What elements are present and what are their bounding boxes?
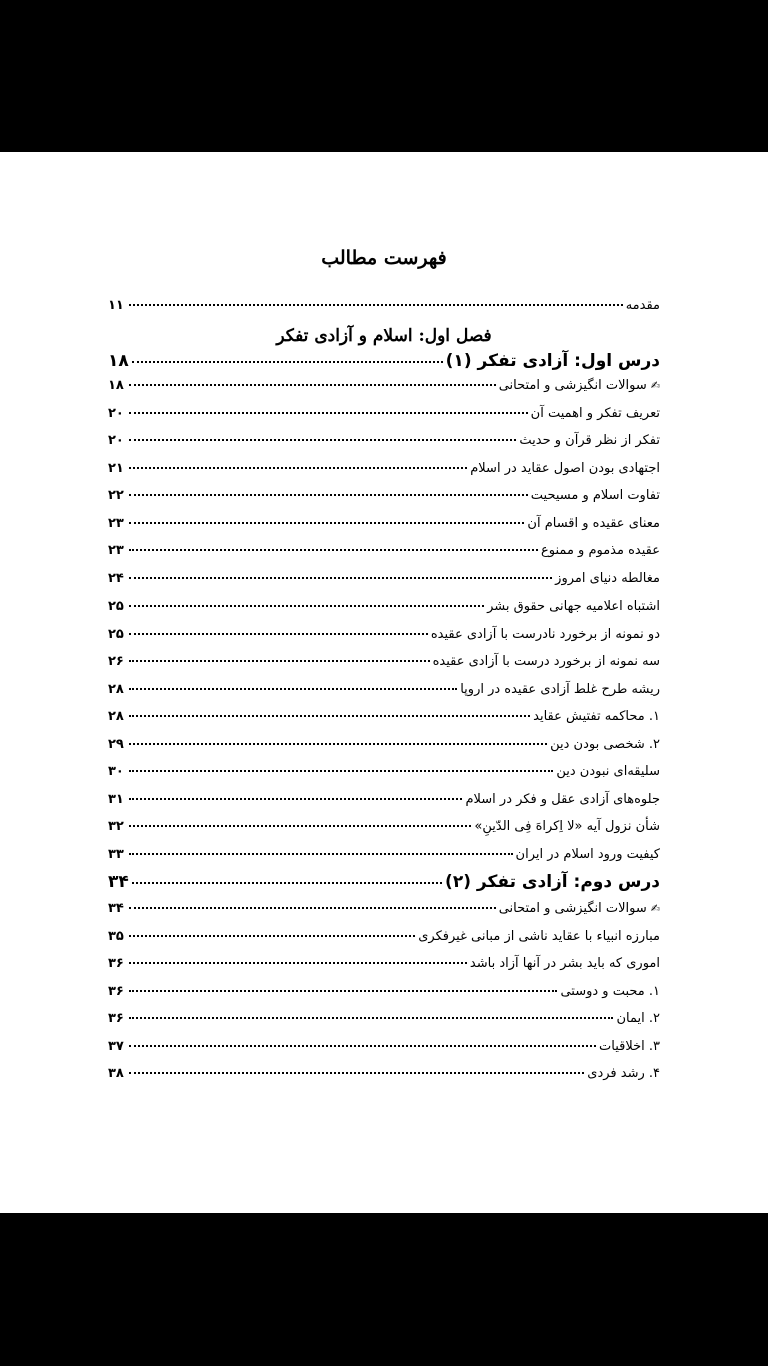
dot-leader	[129, 907, 496, 909]
toc-row	[108, 378, 660, 402]
toc-entry-label: تفاوت اسلام و مسیحیت	[530, 488, 660, 503]
toc-entry-label: سه نمونه از برخورد درست با آزادی عقیده	[432, 654, 660, 669]
pencil-icon: ✍	[650, 902, 660, 915]
toc-entry-label: معنای عقیده و اقسام آن	[527, 516, 660, 531]
toc-page-number: ۳۰	[108, 764, 124, 779]
dot-leader	[129, 1045, 596, 1047]
toc-row-intro	[108, 298, 660, 322]
dot-leader	[129, 304, 623, 306]
toc-entry-label: مقدمه	[625, 298, 660, 313]
toc-row	[108, 406, 660, 430]
dot-leader	[129, 660, 430, 662]
toc-entry-label: سوالات انگیزشی و امتحانی	[498, 901, 647, 916]
toc-entry-label: عقیده مذموم و ممنوع	[541, 543, 660, 558]
toc-row	[108, 599, 660, 623]
toc-page-number: ۲۹	[108, 737, 124, 752]
toc-entry-label: سلیقه‌ای نبودن دین	[556, 764, 660, 779]
toc-row	[108, 1066, 660, 1090]
dot-leader	[129, 439, 516, 441]
dot-leader	[129, 577, 552, 579]
toc-entry-label: اموری که باید بشر در آنها آزاد باشد	[469, 956, 660, 971]
toc-row	[108, 627, 660, 651]
toc-page-number: ۳۴	[108, 872, 129, 892]
toc-page-number: ۲۲	[108, 488, 124, 503]
toc-row-lesson-1	[108, 351, 660, 375]
dot-leader	[132, 361, 443, 363]
toc-row	[108, 543, 660, 567]
dot-leader	[129, 688, 457, 690]
dot-leader	[129, 798, 462, 800]
toc-entry-label: ریشه طرح غلط آزادی عقیده در اروپا	[460, 682, 660, 697]
toc-page-number: ۱۸	[108, 378, 124, 393]
lesson-label: درس دوم: آزادی تفکر (۲)	[445, 872, 660, 892]
toc-page-number: ۲۸	[108, 682, 124, 697]
toc-page-number: ۳۸	[108, 1066, 124, 1081]
toc-page-number: ۲۵	[108, 627, 124, 642]
toc-page-number: ۳۶	[108, 1011, 124, 1026]
toc-entry-label: جلوه‌های آزادی عقل و فکر در اسلام	[465, 792, 660, 807]
dot-leader	[129, 522, 524, 524]
toc-entry-label: ۴. رشد فردی	[587, 1066, 660, 1081]
toc-entry-label: اشتباه اعلامیه جهانی حقوق بشر	[487, 599, 660, 614]
toc-row	[108, 819, 660, 843]
toc-entry-label: مغالطه دنیای امروز	[555, 571, 660, 586]
toc-row	[108, 929, 660, 953]
dot-leader	[129, 412, 528, 414]
toc-page-number: ۳۷	[108, 1039, 124, 1054]
toc-page-number: ۲۰	[108, 406, 124, 421]
toc-row	[108, 901, 660, 925]
dot-leader	[132, 882, 442, 884]
toc-page-number: ۳۳	[108, 847, 124, 862]
toc-row	[108, 737, 660, 761]
toc-row	[108, 764, 660, 788]
lesson-label: درس اول: آزادی تفکر (۱)	[445, 351, 660, 371]
dot-leader	[129, 1072, 584, 1074]
pencil-icon: ✍	[650, 379, 660, 392]
toc-row	[108, 1011, 660, 1035]
dot-leader	[129, 825, 471, 827]
toc-entry-label: مبارزه انبیاء با عقاید ناشی از مبانی غیرفکری	[418, 929, 660, 944]
toc-page-number: ۲۳	[108, 543, 124, 558]
dot-leader	[129, 467, 467, 469]
toc-row	[108, 709, 660, 733]
dot-leader	[129, 494, 528, 496]
toc-row	[108, 461, 660, 485]
toc-row	[108, 488, 660, 512]
dot-leader	[129, 962, 467, 964]
toc-page-number: ۳۱	[108, 792, 124, 807]
toc-page-number: ۳۵	[108, 929, 124, 944]
chapter-heading: فصل اول: اسلام و آزادی تفکر	[276, 326, 492, 346]
toc-entry-label: سوالات انگیزشی و امتحانی	[498, 378, 647, 393]
toc-entry-label: اجتهادی بودن اصول عقاید در اسلام	[470, 461, 660, 476]
dot-leader	[129, 935, 415, 937]
toc-title: فهرست مطالب	[321, 247, 447, 269]
toc-row-lesson-2	[108, 872, 660, 896]
toc-page-number: ۲۸	[108, 709, 124, 724]
dot-leader	[129, 743, 547, 745]
toc-page-number: ۱۸	[108, 351, 129, 371]
toc-page-number: ۳۶	[108, 984, 124, 999]
dot-leader	[129, 853, 513, 855]
dot-leader	[129, 715, 530, 717]
toc-entry-label: کیفیت ورود اسلام در ایران	[515, 847, 660, 862]
toc-entry-label: ۱. محبت و دوستی	[560, 984, 660, 999]
toc-entry-label: ۳. اخلاقیات	[599, 1039, 660, 1054]
toc-entry-label: ۲. ایمان	[616, 1011, 660, 1026]
toc-row	[108, 571, 660, 595]
toc-row	[108, 433, 660, 457]
toc-entry-label: ۱. محاکمه تفتیش عقاید	[533, 709, 660, 724]
toc-entry-label: ۲. شخصی بودن دین	[550, 737, 660, 752]
toc-page-number: ۲۵	[108, 599, 124, 614]
toc-page-number: ۲۰	[108, 433, 124, 448]
toc-row	[108, 654, 660, 678]
toc-page-number: ۳۲	[108, 819, 124, 834]
toc-row	[108, 1039, 660, 1063]
dot-leader	[129, 605, 484, 607]
toc-page-number: ۲۶	[108, 654, 124, 669]
toc-page-number: ۳۶	[108, 956, 124, 971]
toc-page-number: ۳۴	[108, 901, 124, 916]
toc-entry-label: دو نمونه از برخورد نادرست با آزادی عقیده	[430, 627, 660, 642]
toc-row	[108, 847, 660, 871]
dot-leader	[129, 549, 538, 551]
toc-page-number: ۲۱	[108, 461, 124, 476]
toc-entry-label: شأن نزول آیه «لا اِکراهَ فِی الدّینِ»	[474, 819, 660, 834]
toc-row	[108, 792, 660, 816]
toc-page-number: ۲۳	[108, 516, 124, 531]
toc-row	[108, 516, 660, 540]
dot-leader	[129, 990, 557, 992]
toc-page-number: ۲۴	[108, 571, 124, 586]
dot-leader	[129, 770, 553, 772]
toc-entry-label: تعریف تفکر و اهمیت آن	[530, 406, 660, 421]
toc-page-number: ۱۱	[108, 298, 124, 313]
toc-entry-label: تفکر از نظر قرآن و حدیث	[519, 433, 660, 448]
toc-row	[108, 984, 660, 1008]
dot-leader	[129, 633, 428, 635]
dot-leader	[129, 384, 496, 386]
dot-leader	[129, 1017, 613, 1019]
toc-row	[108, 956, 660, 980]
toc-row	[108, 682, 660, 706]
document-page	[0, 152, 768, 1213]
